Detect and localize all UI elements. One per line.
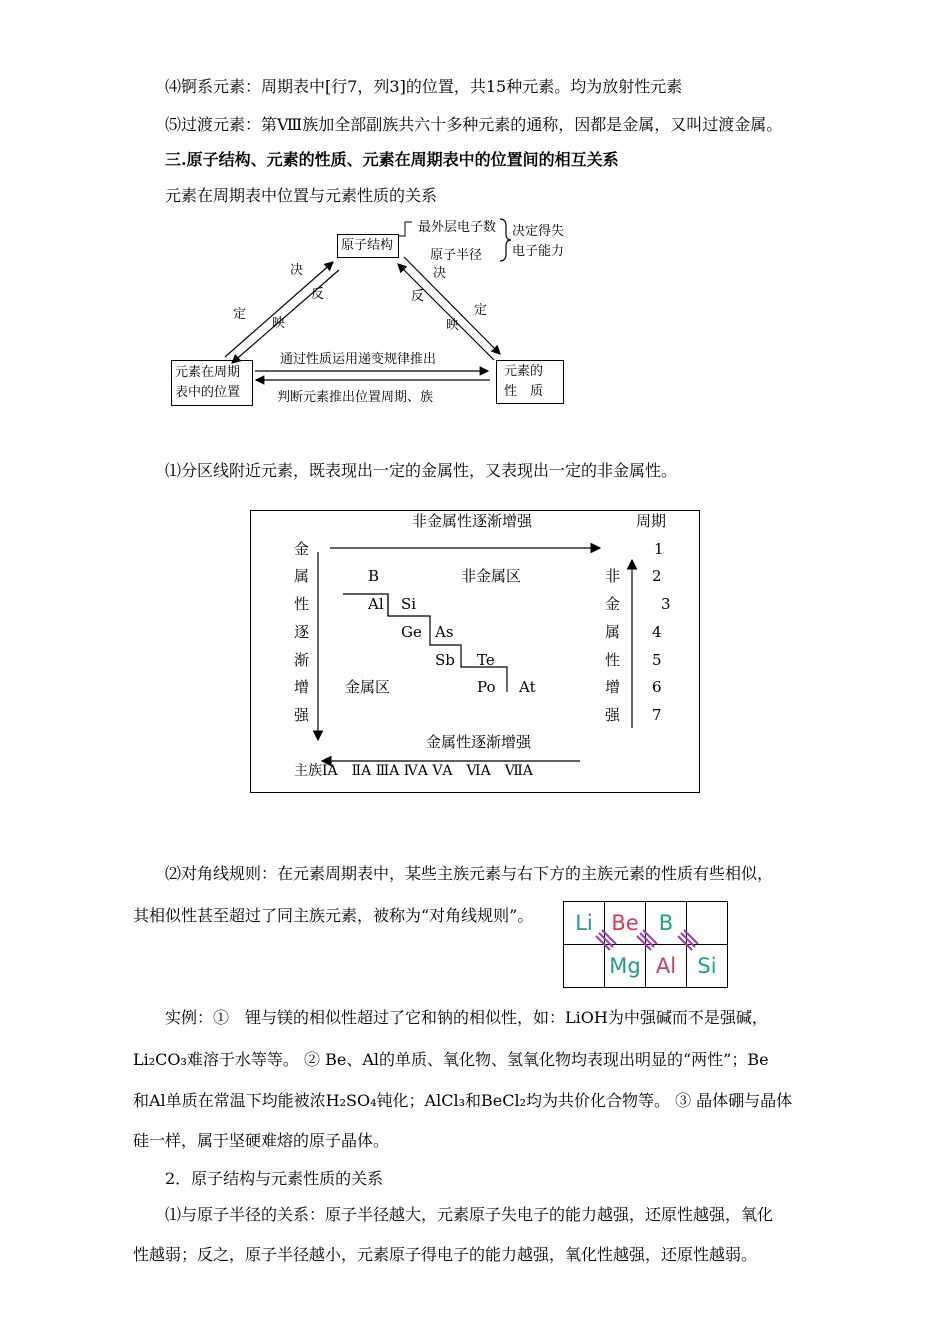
right-vertical-4: 增: [605, 678, 621, 696]
section2-line2: 性越弱；反之，原子半径越小，元素原子得电子的能力越强，氧化性越强，还原性越弱。: [133, 1245, 758, 1264]
decides-label-1: 决定得失: [512, 224, 565, 239]
right-vertical-5: 强: [605, 706, 621, 724]
atom-structure-label: 原子结构: [341, 238, 394, 253]
period-number-1: 1: [654, 540, 664, 558]
point1-text: ⑴分区线附近元素，既表现出一定的金属性，又表现出一定的非金属性。: [165, 461, 678, 480]
right-vertical-3: 性: [605, 651, 621, 669]
left-vertical-3: 逐: [294, 623, 310, 641]
main-groups-label: 主族ⅠA ⅡA ⅢA ⅣA ⅤA ⅥA ⅦA: [294, 763, 533, 779]
period-number-6: 6: [652, 678, 662, 696]
atom-radius-label: 原子半径: [430, 248, 483, 263]
right-fan: 反: [411, 289, 425, 304]
examples-line2: Li₂CO₃难溶于水等等。 ② Be、Al的单质、氧化物、氢氧化物均表现出明显的“两性”；Be: [133, 1050, 769, 1069]
section2-line1: ⑴与原子半径的关系：原子半径越大，元素原子失电子的能力越强，还原性越强，氧化: [165, 1205, 774, 1224]
right-jue: 决: [433, 266, 447, 281]
left-vertical-2: 性: [294, 595, 310, 613]
nonmetal-increase-label: 非金属性逐渐增强: [412, 512, 533, 530]
property-label-2: 性 质: [504, 384, 544, 399]
examples-line3: 和Al单质在常温下均能被浓H₂SO₄钝化；AlCl₃和BeCl₂均为共价化合物等。 ③ 晶体硼与晶体: [133, 1091, 793, 1110]
section2-heading: 2．原子结构与元素性质的关系: [165, 1169, 384, 1188]
section3-subtitle: 元素在周期表中位置与元素性质的关系: [165, 186, 438, 205]
nonmetal-zone-label: 非金属区: [461, 567, 522, 585]
examples-line1: 实例：① 锂与镁的相似性超过了它和钠的相似性，如：LiOH为中强碱而不是强碱，: [165, 1008, 768, 1027]
element-Po: Po: [477, 678, 496, 696]
period-number-2: 2: [652, 567, 662, 585]
right-vertical-2: 属: [605, 623, 621, 641]
element-Te: Te: [477, 651, 495, 669]
metal-zone-label: 金属区: [345, 678, 391, 696]
metal-increase-label: 金属性逐渐增强: [426, 733, 532, 751]
left-ying: 映: [272, 316, 286, 331]
element-B: B: [368, 567, 380, 585]
bottom-top-label: 通过性质运用递变规律推出: [280, 352, 437, 367]
examples-line4: 硅一样，属于坚硬难熔的原子晶体。: [133, 1131, 390, 1150]
period-header: 周期: [636, 512, 667, 530]
left-fan: 反: [311, 287, 325, 302]
period-number-3: 3: [661, 595, 671, 613]
cell-Be-text: Be: [611, 911, 639, 935]
element-Ge: Ge: [401, 623, 422, 641]
element-Sb: Sb: [435, 651, 455, 669]
left-vertical-1: 属: [294, 567, 310, 585]
point2-line2: 其相似性甚至超过了同主族元素，被称为“对角线规则”。: [133, 906, 534, 925]
left-vertical-0: 金: [294, 540, 310, 558]
cell-B-text: B: [658, 911, 674, 935]
right-vertical-1: 金: [605, 595, 621, 613]
right-ying: 映: [446, 318, 460, 333]
left-vertical-4: 渐: [294, 651, 310, 669]
period-number-5: 5: [652, 651, 662, 669]
period-number-4: 4: [652, 623, 662, 641]
period-number-7: 7: [652, 706, 662, 724]
right-ding: 定: [474, 303, 488, 318]
position-label-1: 元素在周期: [175, 365, 241, 380]
left-jue: 决: [290, 263, 304, 278]
transition-metal-line: ⑸过渡元素：第Ⅷ族加全部副族共六十多种元素的通称，因都是金属，又叫过渡金属。: [165, 115, 783, 134]
element-Si: Si: [401, 595, 417, 613]
property-label-1: 元素的: [504, 364, 544, 379]
element-As: As: [435, 623, 454, 641]
cell-Mg-text: Mg: [609, 954, 641, 978]
left-ding: 定: [233, 307, 247, 322]
left-vertical-6: 强: [294, 706, 310, 724]
section3-heading: 三.原子结构、元素的性质、元素在周期表中的位置间的相互关系: [165, 150, 619, 169]
cell-Al-text: Al: [655, 954, 677, 978]
outer-electrons-label: 最外层电子数: [418, 220, 497, 235]
left-vertical-5: 增: [294, 678, 310, 696]
bottom-bottom-label: 判断元素推出位置周期、族: [277, 390, 434, 405]
cell-Si-text: Si: [697, 954, 717, 978]
element-At: At: [519, 678, 536, 696]
right-vertical-0: 非: [605, 567, 621, 585]
position-label-2: 表中的位置: [175, 385, 241, 400]
element-Al: Al: [368, 595, 384, 613]
cell-Li-text: Li: [575, 911, 593, 935]
decides-label-2: 电子能力: [512, 244, 565, 259]
point2-line1: ⑵对角线规则：在元素周期表中，某些主族元素与右下方的主族元素的性质有些相似，: [165, 864, 774, 883]
actinide-line: ⑷锕系元素：周期表中[行7，列3]的位置，共15种元素。均为放射性元素: [165, 77, 683, 96]
